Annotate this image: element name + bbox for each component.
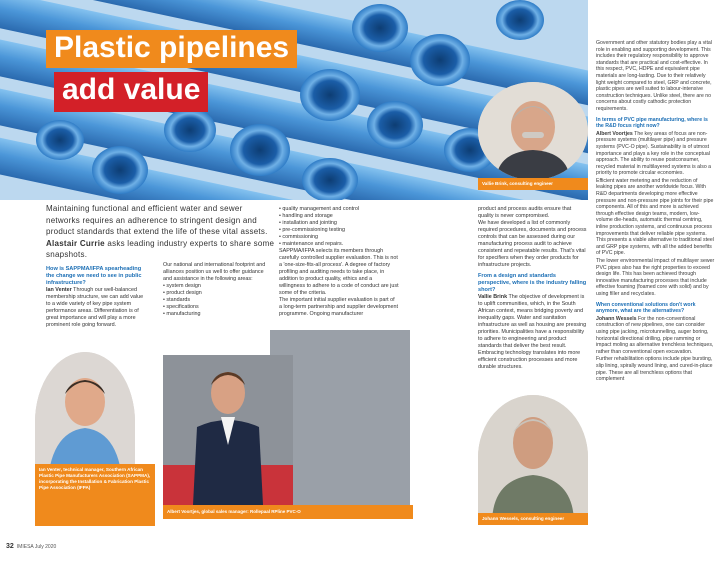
title-line-1: Plastic pipelines xyxy=(46,30,297,68)
column-3-paragraph-1: SAPPMA/IFPA selects its members through carefully controlled supplier evaluation. This is not a 'one-size-fits-all process'. A degree of factory profiling and auditing needs to take place, in addition to product quality, ethics and a willingness to adhere to a code of conduct are just some of the criteria. xyxy=(279,248,399,296)
answer-text: The objective of development is to uplift communities, which, in the South African context, means bridging poverty and inequality gaps. Water and sanitation infrastructure as well as housing are pressing priorities. Municipalities have a responsibility to adhere to engineering and product standards that deliver the best result. Embracing technology translates into more efficient construction processes and more durable structures. xyxy=(478,294,587,370)
photo-albert-voortjes xyxy=(163,355,293,505)
right-column-text xyxy=(596,40,715,540)
list-item: • commissioning xyxy=(279,234,319,240)
answer-name: Vallie Brink xyxy=(478,294,508,300)
list-item: • installation and jointing xyxy=(279,220,337,226)
answer-text: Through our well-balanced membership structure, we can add value to a wide variety of key pipe system performance areas. Differentiation is of great importance and will play a more prominent role going forward. xyxy=(46,287,144,328)
answer-brink xyxy=(478,294,588,371)
photo-vallie-brink xyxy=(478,82,588,180)
answer-venter xyxy=(46,287,146,329)
issue-label: IMIESA July 2020 xyxy=(16,544,57,550)
caption-brand: RPline PVC-O xyxy=(271,509,301,514)
list-item: • specifications xyxy=(163,304,199,310)
areas-list xyxy=(163,283,268,318)
page-number: 32 xyxy=(6,543,14,550)
caption-vallie: Vallie Brink, consulting engineer xyxy=(478,178,588,190)
process-list xyxy=(279,206,399,248)
title-line-2: add value xyxy=(54,72,208,112)
portrait-illustration xyxy=(478,395,588,520)
intro-text: Maintaining functional and efficient water and sewer networks requires an adherence to stringent design and product standards that extend the life of these vital assets. xyxy=(46,204,268,236)
list-item: • handling and storage xyxy=(279,213,333,219)
answer-wessels xyxy=(596,316,715,356)
column-2 xyxy=(163,262,268,318)
caption-albert-voortjes xyxy=(163,505,413,519)
page-footer xyxy=(6,543,56,550)
answer-name: Albert Voortjes xyxy=(596,130,633,137)
list-item: • maintenance and repairs. xyxy=(279,241,344,247)
question-sappma: How is SAPPMA/IFPA spearheading the change we need to see in public infrastructure? xyxy=(46,266,142,286)
photo-johann-wessels xyxy=(478,395,588,520)
answer-name: Ian Venter xyxy=(46,287,72,293)
column-3 xyxy=(279,206,399,318)
list-item: • pre-commissioning testing xyxy=(279,227,346,233)
right-paragraph-3: The lower environmental impact of multilayer sewer PVC pipes also has the right properties to exceed design life. This has been achieved through innovative manufacturing processes that include effective foaming (foamed core with solid) and by using filler and recyclates. xyxy=(596,258,715,297)
list-item: • standards xyxy=(163,297,191,303)
column-4-paragraph-2: We have developed a list of commonly required procedures, documents and process controls that can be assessed during our manufacturing process audit to achieve consistent and repeatable results. That's vital for specifiers when they order products for infrastructure projects. xyxy=(478,220,587,268)
answer-name: Johann Wessels xyxy=(596,315,637,322)
column-4-paragraph-1: product and process audits ensure that quality is never compromised. xyxy=(478,206,572,219)
column-1 xyxy=(46,262,146,329)
answer-text: For the non-conventional construction of new pipelines, one can consider using pipe jacking, microtunnelling, auger boring, horizontal directional drilling, pipe ramming or impact moling as alternative trenchless techniques, rather than conventional open excavation. xyxy=(596,315,714,355)
answer-text: The key areas of focus are non-pressure systems (multilayer pipe) and pressure systems (PVC-O pipe). Sustainability is of utmost importance and plays a key role in the conceptual approach. The ability to reuse postconsumer, recycled material in multilayered systems is also a priority to promote circular economies. xyxy=(596,130,712,177)
caption-ian-venter: Ian Venter, technical manager, Southern African Plastic Pipe Manufacturers Association (SAPPMA), incorporating the Installation & Fabrication Plastic Pipe Association (IFPA) xyxy=(35,464,155,526)
byline-rest: asks leading industry experts to share some snapshots. xyxy=(46,238,275,259)
column-3-paragraph-2: The important initial supplier evaluation is part of a long-term partnership and supplier development programme. Ongoing manufacturer xyxy=(279,297,398,317)
caption-text: Albert Voortjes, global sales manager: Rollepaal xyxy=(167,509,270,514)
portrait-illustration xyxy=(478,82,588,180)
column-4 xyxy=(478,206,588,371)
article-intro xyxy=(46,203,276,261)
list-item: • manufacturing xyxy=(163,311,201,317)
question-alternatives: When conventional solutions don't work anymore, what are the alternatives? xyxy=(596,301,696,315)
answer-voortjes xyxy=(596,131,715,177)
list-item: • system design xyxy=(163,283,201,289)
portrait-illustration xyxy=(163,355,293,505)
caption-johann-wessels: Johann Wessels, consulting engineer xyxy=(478,513,588,525)
byline-author: Alastair Currie xyxy=(46,238,105,248)
right-paragraph-1: Government and other statutory bodies play a vital role in enabling and supporting development. This includes their regulatory responsibility to approve standards that are practical and cost-effective. In this respect, PVC, HDPE and equivalent pipe materials are long-lasting. Due to their relatively light weight compared to steel, GRP and concrete, plastic pipes are well suited to labour-intensive construction techniques. Unlike steel, there are no concerns about costly cathodic protection requirements. xyxy=(596,40,712,112)
list-item: • quality management and control xyxy=(279,206,360,212)
list-item: • product design xyxy=(163,290,202,296)
question-design-standards: From a design and standards perspective, where is the industry falling short? xyxy=(478,273,587,293)
column-2-text: Our national and international footprint and alliances position us well to offer guidance and assistance in the following areas: xyxy=(163,262,266,282)
right-paragraph-4: Further rehabilitation options include pipe bursting, slip lining, spirally wound lining, and cured-in-place pipe. These are all trenchless options that complement xyxy=(596,356,713,383)
question-rd-focus: In terms of PVC pipe manufacturing, where is the R&D focus right now? xyxy=(596,116,708,130)
right-paragraph-2: Efficient water metering and the reduction of leaking pipes are another worldwide focus. With R&D departments developing more effective pressure and non-pressure pipe joints for their pipe components. All of this and more is achieved through effective design teams, modern, low-volume die-heads, automatic thermal centring, inline production systems, and continuous process improvements that deliver reliable pipe systems. This presents a viable alternative to traditional steel and GRP pipe systems, with all the added benefits of PVC pipe. xyxy=(596,177,714,257)
